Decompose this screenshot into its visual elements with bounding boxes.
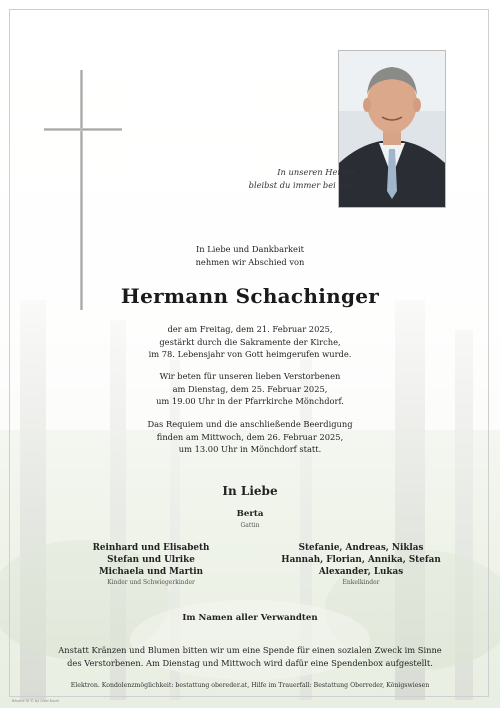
partner-name: Berta xyxy=(236,509,264,519)
text-line: des Verstorbenen. Am Dienstag und Mittwoch wird dafür eine Spendenbox aufgestellt. xyxy=(67,657,433,668)
text-line: Anstatt Kränzen und Blumen bitten wir um eine Spende für einen sozialen Zweck im Sinne xyxy=(58,645,442,655)
image-credit: Bäume III © by Lisel Kuchl xyxy=(12,699,60,703)
family-names-line: Alexander, Lukas xyxy=(318,567,404,577)
partner-relation: Gattin xyxy=(240,522,260,529)
family-names-line: Reinhard und Elisabeth xyxy=(92,543,210,553)
family-names-line: Hannah, Florian, Annika, Stefan xyxy=(281,555,441,565)
cross-vertical-beam xyxy=(80,70,83,310)
prayer-paragraph xyxy=(0,370,500,408)
in-love-heading: In Liebe xyxy=(222,484,278,498)
text-line: Das Requiem und die anschließende Beerdigung xyxy=(147,419,353,429)
grandchildren-block xyxy=(276,542,446,587)
family-names-line: Michaela und Martin xyxy=(98,567,204,577)
condolence-footer: Elektron. Kondolenzmöglichkeit: bestattung obereder.at, Hilfe im Trauerfall: Bestattung Oberreder, Königswiesen xyxy=(70,682,430,689)
intro-text xyxy=(0,243,500,269)
relatives-line: Im Namen aller Verwandten xyxy=(182,613,318,623)
text-line: Wir beten für unseren lieben Verstorbenen xyxy=(159,371,341,381)
text-line: gestärkt durch die Sakramente der Kirche, xyxy=(159,336,341,347)
text-line: der am Freitag, dem 21. Februar 2025, xyxy=(167,324,333,334)
intro-line: In Liebe und Dankbarkeit xyxy=(196,244,304,254)
partner-block xyxy=(0,509,500,531)
deceased-name: Hermann Schachinger xyxy=(120,284,380,308)
children-block xyxy=(66,542,236,587)
intro-line: nehmen wir Abschied von xyxy=(195,257,305,267)
text-line: am Dienstag, dem 25. Februar 2025, xyxy=(172,383,328,394)
text-line: um 13.00 Uhr in Mönchdorf statt. xyxy=(178,444,322,454)
text-line: im 78. Lebensjahr von Gott heimgerufen wurde. xyxy=(148,349,352,359)
family-names-line: Stefanie, Andreas, Niklas xyxy=(298,543,424,553)
cross-horizontal-beam xyxy=(44,128,122,131)
requiem-paragraph xyxy=(0,418,500,456)
children-relation: Kinder und Schwiegerkinder xyxy=(107,579,195,586)
quote-line: In unseren Herzen xyxy=(277,167,356,177)
donation-note xyxy=(0,644,500,669)
death-notice-paragraph xyxy=(0,323,500,361)
family-names-line: Stefan und Ulrike xyxy=(107,555,195,565)
grandchildren-relation: Enkelkinder xyxy=(342,579,380,586)
memorial-quote xyxy=(249,166,356,192)
text-line: finden am Mittwoch, dem 26. Februar 2025, xyxy=(156,431,344,442)
text-line: um 19.00 Uhr in der Pfarrkirche Mönchdorf. xyxy=(156,396,344,406)
quote-line: bleibst du immer bei uns. xyxy=(248,180,356,190)
